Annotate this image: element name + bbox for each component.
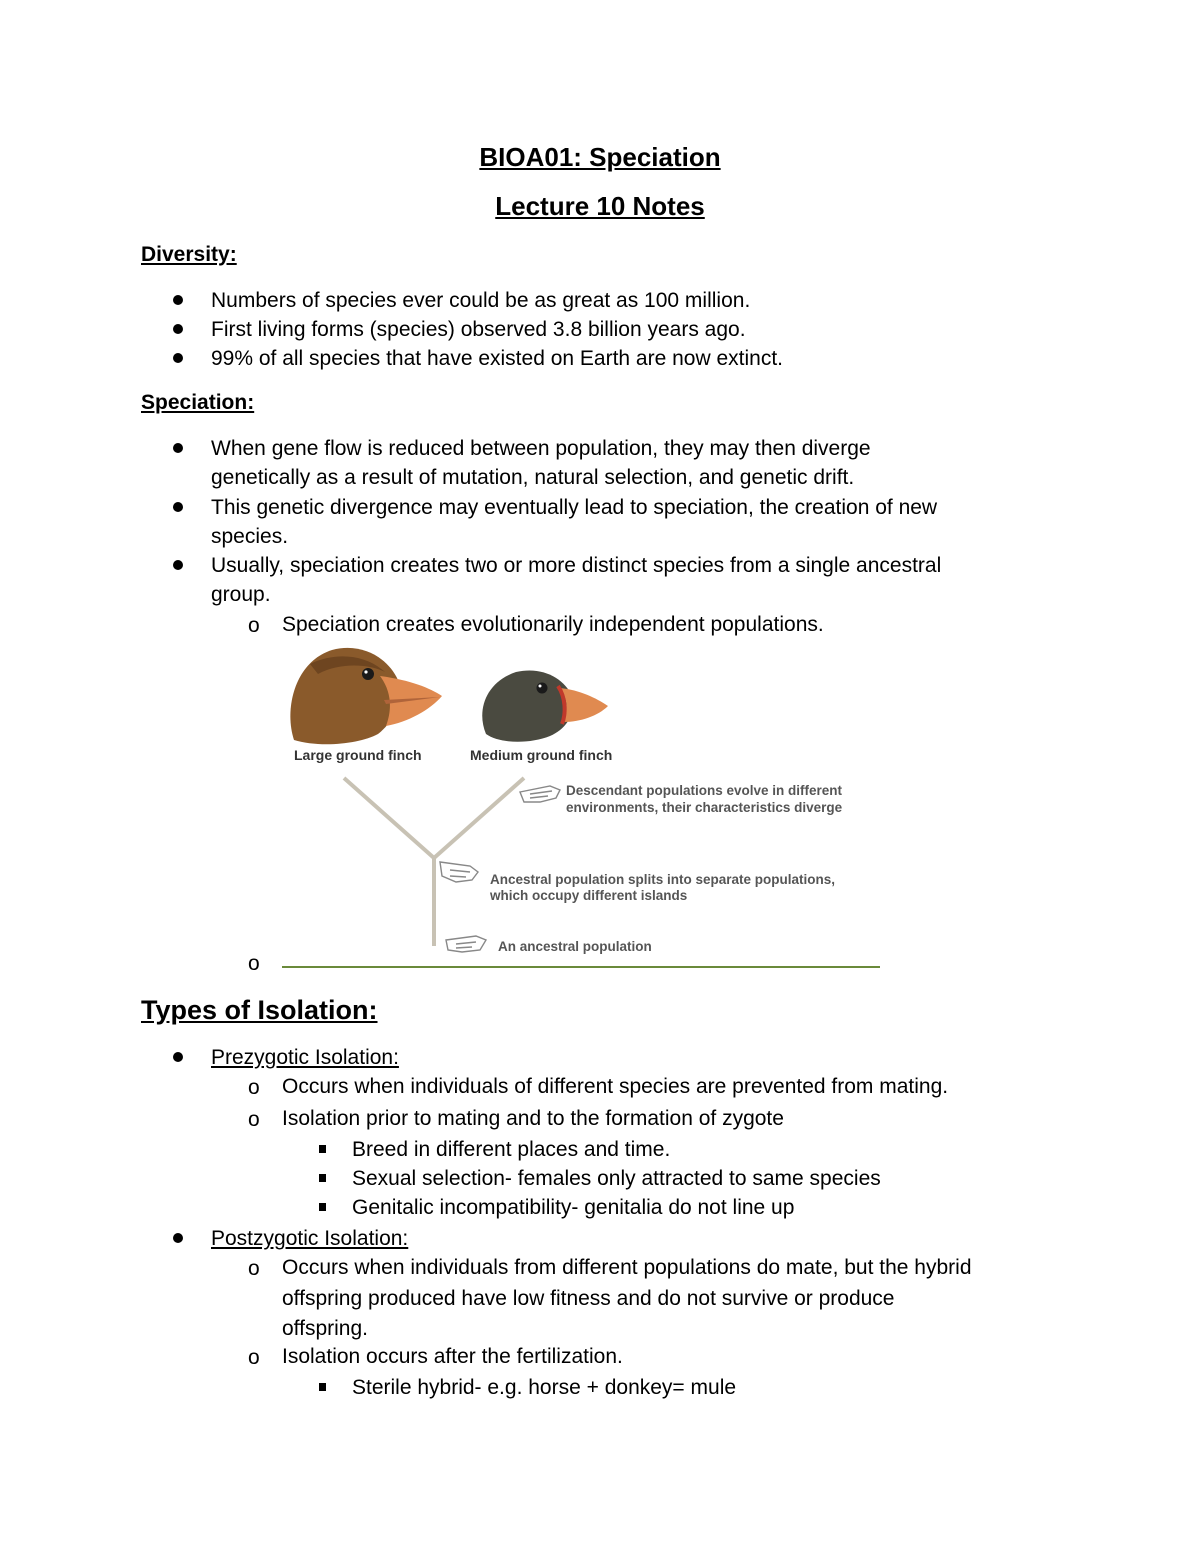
bullet-icon: [173, 1233, 183, 1243]
list-item: First living forms (species) observed 3.8 billion years ago.: [211, 318, 746, 341]
list-item-line: species.: [211, 525, 289, 548]
list-item-line: This genetic divergence may eventually lead to speciation, the creation of new: [211, 496, 938, 519]
sub-list-item: Isolation occurs after the fertilization.: [282, 1345, 623, 1368]
detail-item: Sexual selection- females only attracted to same species: [352, 1167, 881, 1190]
sub-list-item-line: offspring produced have low fitness and do not survive or produce: [282, 1287, 895, 1310]
pointer-hand-icon: [446, 936, 486, 952]
bullet-icon: [173, 443, 183, 453]
list-item: 99% of all species that have existed on Earth are now extinct.: [211, 347, 783, 370]
sub-bullet-icon: o: [248, 1346, 260, 1369]
medium-ground-finch-illustration: [482, 670, 608, 741]
list-item-line: group.: [211, 583, 271, 606]
page-title: BIOA01: Speciation: [479, 142, 721, 172]
sub-bullet-icon: o: [248, 1257, 260, 1280]
square-bullet-icon: [319, 1145, 326, 1153]
list-item-line: genetically as a result of mutation, natural selection, and genetic drift.: [211, 466, 855, 489]
square-bullet-icon: [319, 1174, 326, 1182]
detail-item: Sterile hybrid- e.g. horse + donkey= mule: [352, 1376, 737, 1399]
square-bullet-icon: [319, 1383, 326, 1391]
figure-caption-top-line1: Descendant populations evolve in different: [566, 783, 843, 798]
bullet-icon: [173, 295, 183, 305]
large-ground-finch-illustration: [290, 648, 442, 744]
figure-caption-middle-line1: Ancestral population splits into separate populations,: [490, 872, 836, 887]
sub-bullet-icon: o: [248, 1108, 260, 1131]
pointer-hand-icon: [520, 786, 560, 802]
sub-list-item-line: Occurs when individuals from different populations do mate, but the hybrid: [282, 1256, 972, 1279]
figure-caption-top-line2: environments, their characteristics diverge: [566, 800, 843, 815]
list-item: Numbers of species ever could be as great as 100 million.: [211, 289, 751, 312]
list-item-line: Usually, speciation creates two or more distinct species from a single ancestral: [211, 554, 942, 577]
bullet-icon: [173, 560, 183, 570]
figure-caption-middle-line2: which occupy different islands: [490, 888, 688, 903]
sub-list-item-line: offspring.: [282, 1317, 368, 1340]
bullet-icon: [173, 1052, 183, 1062]
divergence-tree: [344, 778, 524, 946]
sub-bullet-icon: o: [248, 614, 260, 637]
prezygotic-label: Prezygotic Isolation:: [211, 1046, 399, 1069]
sub-list-item: Isolation prior to mating and to the formation of zygote: [282, 1107, 784, 1130]
sub-list-item: Occurs when individuals of different species are prevented from mating.: [282, 1075, 949, 1098]
list-item-line: When gene flow is reduced between population, they may then diverge: [211, 437, 871, 460]
page-subtitle: Lecture 10 Notes: [495, 191, 705, 221]
detail-item: Genitalic incompatibility- genitalia do not line up: [352, 1196, 795, 1219]
figure-caption-bottom: An ancestral population: [498, 939, 652, 954]
large-finch-label: Large ground finch: [294, 747, 422, 763]
isolation-heading: Types of Isolation:: [141, 995, 378, 1025]
bullet-icon: [173, 502, 183, 512]
sub-bullet-icon: o: [248, 952, 260, 975]
sub-bullet-icon: o: [248, 1076, 260, 1099]
speciation-heading: Speciation:: [141, 391, 255, 414]
square-bullet-icon: [319, 1203, 326, 1211]
bullet-icon: [173, 353, 183, 363]
detail-item: Breed in different places and time.: [352, 1138, 671, 1161]
bullet-icon: [173, 324, 183, 334]
medium-finch-label: Medium ground finch: [470, 747, 613, 763]
postzygotic-label: Postzygotic Isolation:: [211, 1227, 409, 1250]
diversity-heading: Diversity:: [141, 243, 237, 266]
pointer-hand-icon: [440, 862, 478, 882]
sub-list-item: Speciation creates evolutionarily independent populations.: [282, 613, 824, 636]
speciation-figure: [280, 640, 890, 972]
